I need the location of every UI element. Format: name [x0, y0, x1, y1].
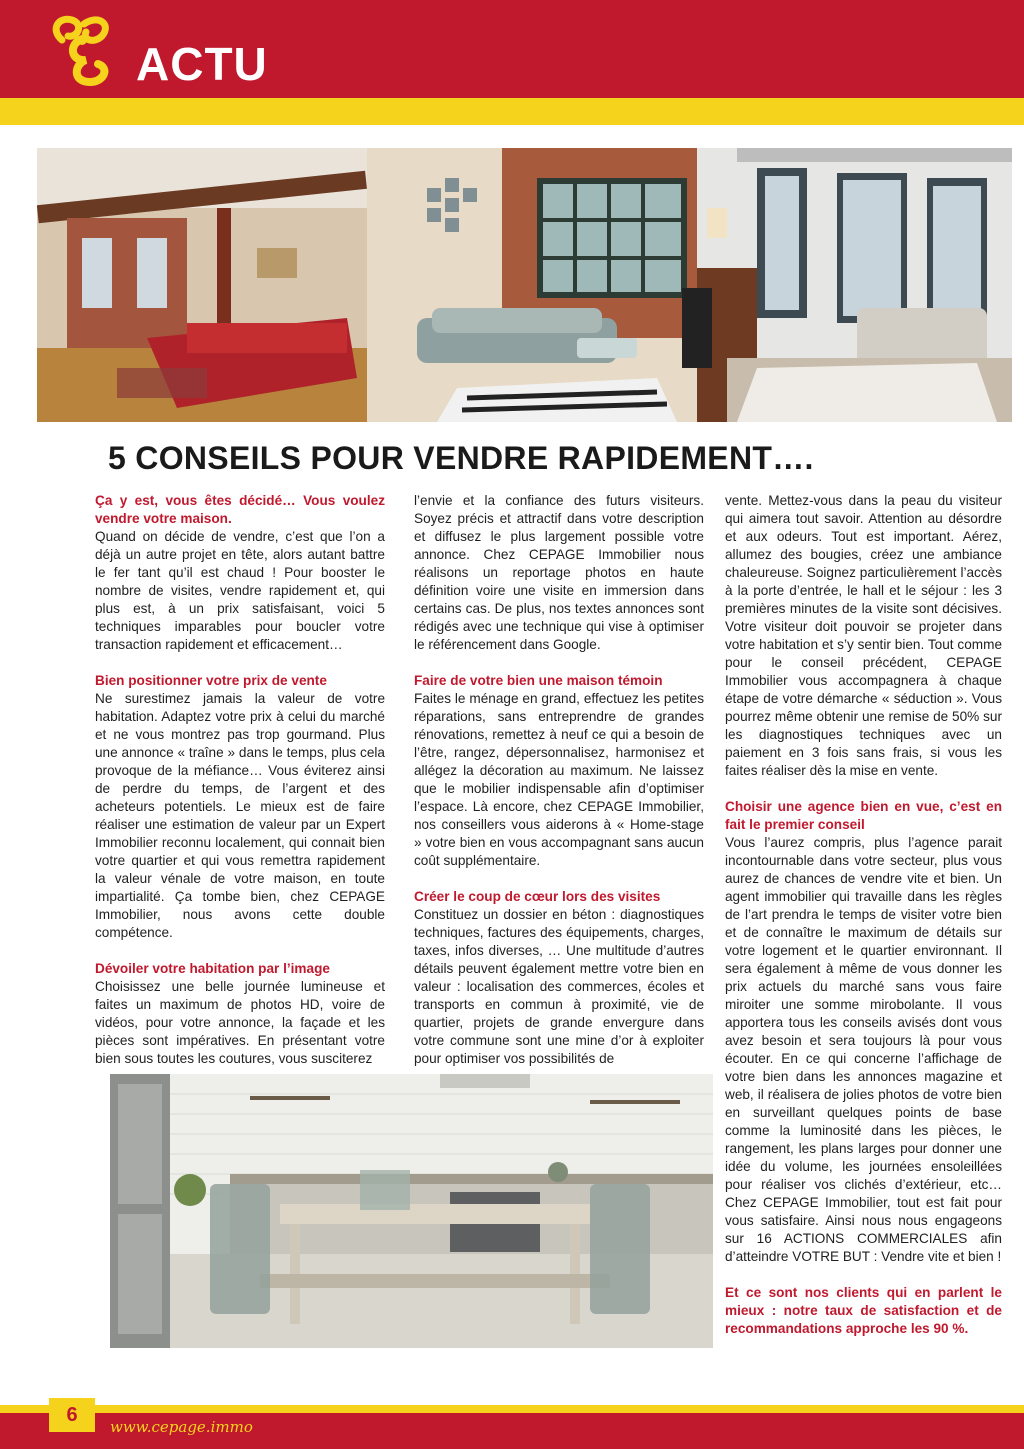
loft-interiors-photo-strip	[37, 148, 1012, 422]
article-column-2	[414, 492, 704, 1068]
footer-website-link[interactable]: www.cepage.immo	[110, 1418, 253, 1436]
cepage-swirl-logo-icon	[44, 10, 124, 90]
tip-5-text: Vous l’aurez compris, plus l’agence parait incontournable dans votre secteur, plus vous aurez de chances de vendre vite et bien. Un agent immobilier qui travaille dans les règles de l’art prendra le temps de visiter votre bien et de connaître le maximum de détails sur votre logement et le quartier environnant. Il sera également à même de vous donner les prix actuels du marché sans vous faire miroiter une somme mirobolante. Il vous apportera tous les conseils avisés dont vous avez besoin et sera toujours là pour vous écouter. En ce qui concerne l’affichage de votre bien dans les annonces magazine et web, il réalisera de jolies photos de votre bien en surveillant quelques points de base comme la luminosité dans les pièces, le rangement, les plans larges pour donner une idée du volume, les journées ensoleillées pour réaliser vos clichés d’extérieur, etc… Chez CEPAGE Immobilier, tout est fait pour vous satisfaire. Ainsi nous nous engageons sur 16 ACTIONS COMMERCIALES afin d’atteindre VOTRE BUT : Vendre vite et bien !	[725, 835, 1002, 1264]
page-number: 6	[49, 1398, 95, 1432]
intro-highlight: Ça y est, vous êtes décidé… Vous voulez vendre votre maison.	[95, 493, 385, 526]
article-headline: 5 CONSEILS POUR VENDRE RAPIDEMENT….	[108, 440, 814, 476]
tip-5-title: Choisir une agence bien en vue, c’est en fait le premier conseil	[725, 799, 1002, 832]
tip-1-text: Ne surestimez jamais la valeur de votre habitation. Adaptez votre prix à celui du marché et ne vous montrez pas trop gourmand. Plus une annonce « traîne » dans le temps, plus cela provoque de la méfiance… Vous éviterez ainsi de perdre du temps, de l’argent et des acheteurs potentiels. Le mieux est de faire réaliser une estimation de valeur par un Expert Immobilier reconnu localement, qui connait bien votre quartier et qui vous remettra rapidement la valeur vénale de votre maison, en toute impartialité. Ça tombe bien, chez CEPAGE Immobilier, nous avons cette double compétence.	[95, 691, 385, 940]
article-column-1	[95, 492, 385, 1068]
closing-highlight: Et ce sont nos clients qui en parlent le mieux : notre taux de satisfaction et de recommandations approche les 90 %.	[725, 1285, 1002, 1336]
article-column-3	[725, 492, 1002, 1338]
tip-2-text: Choisissez une belle journée lumineuse et faites un maximum de photos HD, voire de vidéos, pour votre annonce, la façade et les pièces sont impératives. En présentant votre bien sous toutes les coutures, vous susciterez	[95, 979, 385, 1066]
intro-paragraph: Quand on décide de vendre, c’est que l’on a déjà un autre projet en tête, alors autant battre le fer tant qu’il est chaud ! Pour booster le nombre de visites, vendre rapidement et, qui plus est, à un prix satisfaisant, voici 5 techniques imparables pour boucler votre transaction rapidement et efficacement…	[95, 529, 385, 652]
header-accent-stripe	[0, 98, 1024, 125]
kitchen-photo	[110, 1074, 713, 1348]
tip-4-text: Constituez un dossier en béton : diagnostiques techniques, factures des équipements, charges, taxes, infos diverses, … Une multitude d’autres détails peuvent également mettre votre bien en valeur : localisation des commerces, écoles et transports en commun à proximité, vie de quartier, projets de grande envergure dans votre commune sont une mine d’or à exploiter pour optimiser vos possibilités de	[414, 907, 704, 1066]
tip-3-text: Faites le ménage en grand, effectuez les petites réparations, sans entreprendre de grandes rénovations, remettez à neuf ce qui a besoin de l’être, rangez, dépersonnalisez, harmonisez et allégez la décoration au maximum. Ne laissez que le mobilier indispensable afin d’optimiser l’espace. Là encore, chez CEPAGE Immobilier, nos conseillers vous aiderons à « Home-stage » votre bien en vous accompagnant sans aucun coût supplémentaire.	[414, 691, 704, 868]
tip-4-continued: vente. Mettez-vous dans la peau du visiteur qui aimera tout savoir. Attention au désordre et aux odeurs. Tout est important. Aérez, allumez des bougies, créez une ambiance chaleureuse. Soignez particulièrement l’accès à la porte d’entrée, le hall et le séjour : les 3 premières minutes de la visite sont décisives. Votre visiteur doit pouvoir se projeter dans votre habitation et s’y sentir bien. Tout comme pour le conseil précédent, CEPAGE Immobilier vous accompagnera à chaque étape de votre démarche « séduction ». Vous pourrez même obtenir une remise de 50% sur les diagnostiques techniques avec un paiement en 3 fois sans frais, si vous les faites réaliser dès la mise en vente.	[725, 493, 1002, 778]
tip-3-title: Faire de votre bien une maison témoin	[414, 673, 663, 688]
tip-2-title: Dévoiler votre habitation par l’image	[95, 961, 330, 976]
tip-1-title: Bien positionner votre prix de vente	[95, 673, 327, 688]
tip-2-continued: l’envie et la confiance des futurs visiteurs. Soyez précis et attractif dans votre description et diffusez le plus largement possible votre annonce. Chez CEPAGE Immobilier nous réalisons un reportage photos en haute définition voire une visite en immersion dans certains cas. De plus, nos textes annonces sont rédigés avec une technique qui vise à optimiser le référencement dans Google.	[414, 493, 704, 652]
section-title: ACTU	[136, 38, 268, 90]
tip-4-title: Créer le coup de cœur lors des visites	[414, 889, 661, 904]
